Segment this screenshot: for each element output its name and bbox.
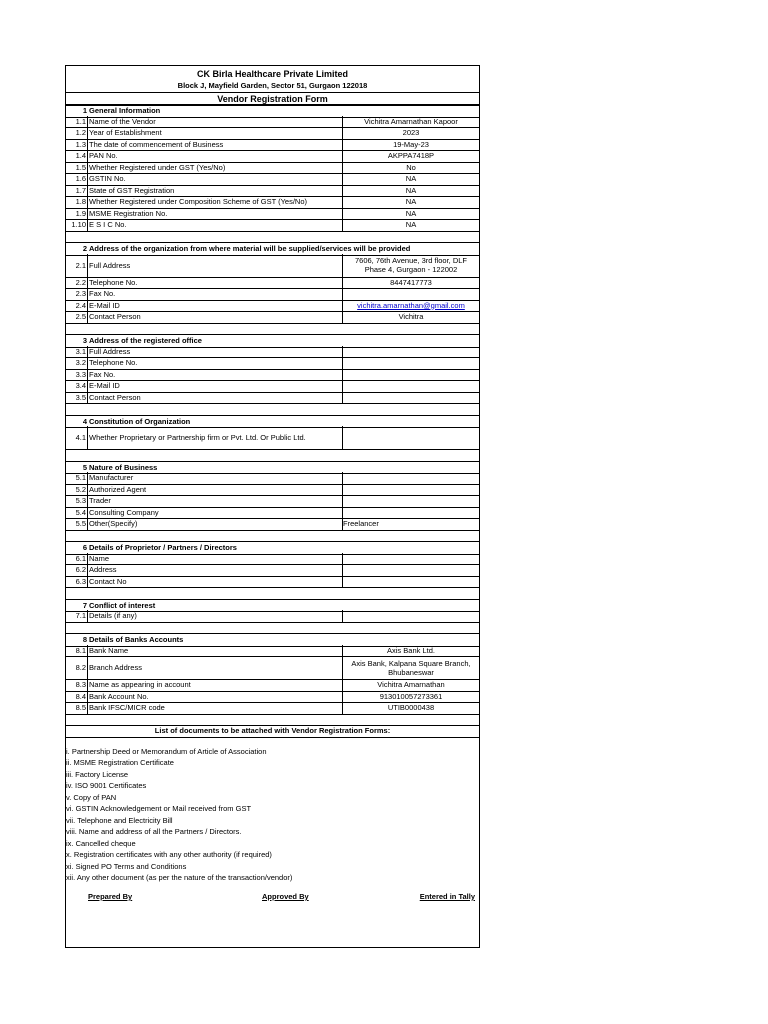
field-number: 1.9: [66, 208, 88, 220]
field-value[interactable]: [343, 702, 479, 714]
document-item: iv. ISO 9001 Certificates: [66, 781, 147, 790]
section-number: 1: [82, 106, 87, 115]
field-value-text: NA: [405, 174, 417, 184]
vendor-registration-sheet: [65, 65, 480, 948]
field-number: 1.3: [66, 139, 88, 151]
field-value[interactable]: [343, 392, 479, 404]
field-value[interactable]: [343, 357, 479, 369]
field-number: 1.8: [66, 196, 88, 208]
field-row-6.3: [66, 576, 479, 589]
field-value-text: Vichitra Amarnathan: [377, 680, 445, 690]
field-number: 1.7: [66, 185, 88, 197]
field-label: Year of Establishment: [88, 127, 343, 139]
field-value[interactable]: [343, 472, 479, 484]
field-row-5.5: [66, 518, 479, 531]
field-label: Branch Address: [88, 656, 343, 679]
field-row-8.2: [66, 656, 479, 680]
field-label: Address: [88, 564, 343, 576]
section-number: 5: [82, 462, 87, 472]
field-value-text: 19-May-23: [393, 139, 429, 149]
field-label: Contact No: [88, 576, 343, 588]
field-label: Contact Person: [88, 311, 343, 323]
field-label: State of GST Registration: [88, 185, 343, 197]
section-number: 4: [82, 416, 87, 426]
document-item: vi. GSTIN Acknowledgement or Mail received from GST: [66, 804, 252, 813]
field-label: Contact Person: [88, 392, 343, 404]
field-value[interactable]: [343, 311, 479, 323]
section-title: Address of the registered office: [89, 336, 202, 345]
field-number: 5.3: [66, 495, 88, 507]
entered-in-tally-label: Entered in Tally: [419, 892, 475, 901]
field-value[interactable]: [343, 196, 479, 208]
company-name: CK Birla Healthcare Private Limited: [196, 69, 349, 79]
field-value[interactable]: [343, 208, 479, 220]
field-label: Bank IFSC/MICR code: [88, 702, 343, 714]
field-label: Bank Account No.: [88, 691, 343, 703]
document-item: i. Partnership Deed or Memorandum of Article of Association: [66, 746, 267, 756]
company-address: Block J, Mayfield Garden, Sector 51, Gurgaon 122018: [177, 81, 368, 90]
field-number: 7.1: [66, 610, 88, 622]
document-item: xii. Any other document (as per the nature of the transaction/vendor): [66, 873, 293, 882]
section-number: 2: [82, 244, 87, 253]
field-label: Whether Registered under Composition Scheme of GST (Yes/No): [88, 196, 343, 208]
documents-heading-rule: [66, 737, 479, 738]
document-item: ix. Cancelled cheque: [66, 838, 136, 848]
field-label: Full Address: [88, 346, 343, 358]
section-number: 6: [82, 543, 87, 552]
document-item: viii. Name and address of all the Partners / Directors.: [66, 827, 242, 836]
field-value-text: Vichitra Amarnathan Kapoor: [364, 116, 458, 126]
approved-by-label: Approved By: [262, 892, 309, 901]
section-title: Conflict of interest: [89, 600, 156, 610]
field-label: The date of commencement of Business: [88, 139, 343, 151]
field-value[interactable]: [343, 369, 479, 381]
field-value[interactable]: [343, 346, 479, 358]
field-label: Name: [88, 553, 343, 565]
field-value-text: NA: [405, 185, 417, 195]
field-number: 2.2: [66, 277, 88, 289]
document-item: vii. Telephone and Electricity Bill: [66, 815, 173, 825]
field-label: MSME Registration No.: [88, 208, 343, 220]
field-value-text: 2023: [402, 128, 420, 138]
field-label: E S I C No.: [88, 219, 343, 231]
section-title: Nature of Business: [89, 462, 158, 472]
field-number: 6.2: [66, 564, 88, 576]
section-number: 3: [82, 336, 87, 345]
field-number: 5.2: [66, 484, 88, 496]
field-number: 3.1: [66, 346, 88, 358]
field-label: PAN No.: [88, 150, 343, 162]
field-number: 3.3: [66, 369, 88, 381]
field-value[interactable]: [343, 277, 479, 289]
field-number: 2.4: [66, 300, 88, 312]
field-value-text: NA: [405, 208, 417, 218]
company-name-row: [66, 68, 479, 80]
field-value-text: Freelancer: [343, 519, 379, 529]
field-number: 3.4: [66, 380, 88, 392]
field-number: 8.3: [66, 679, 88, 691]
field-value[interactable]: [343, 610, 479, 622]
field-number: 6.3: [66, 576, 88, 588]
field-number: 1.2: [66, 127, 88, 139]
field-number: 6.1: [66, 553, 88, 565]
field-value-text: Axis Bank, Kalpana Square Branch, Bhubaneswar: [351, 658, 471, 677]
field-row-8.5: [66, 702, 479, 715]
field-number: 8.2: [66, 656, 88, 679]
field-value[interactable]: [343, 518, 479, 530]
field-value[interactable]: [343, 150, 479, 162]
section-title: Details of Proprietor / Partners / Directors: [89, 543, 237, 552]
field-value[interactable]: [343, 219, 479, 231]
field-value[interactable]: [343, 127, 479, 139]
field-value-text: AKPPA7418P: [387, 151, 435, 161]
field-number: 8.4: [66, 691, 88, 703]
field-label: Whether Proprietary or Partnership firm or Pvt. Ltd. Or Public Ltd.: [88, 426, 343, 449]
field-number: 1.6: [66, 173, 88, 185]
documents-heading: List of documents to be attached with Vendor Registration Forms:: [154, 726, 391, 735]
form-title: Vendor Registration Form: [217, 94, 328, 104]
field-value-text: Vichitra: [398, 312, 424, 322]
field-value[interactable]: [343, 564, 479, 576]
field-number: 1.5: [66, 162, 88, 174]
field-value-text: No: [406, 162, 416, 172]
field-number: 8.5: [66, 702, 88, 714]
field-label: Whether Registered under GST (Yes/No): [88, 162, 343, 174]
field-number: 1.10: [66, 219, 88, 231]
field-row-4.1: [66, 426, 479, 450]
field-value[interactable]: [343, 553, 479, 565]
field-label: Telephone No.: [88, 357, 343, 369]
field-value-text: NA: [405, 197, 417, 207]
section-title: Details of Banks Accounts: [89, 635, 184, 644]
field-number: 4.1: [66, 426, 88, 449]
field-number: 5.1: [66, 472, 88, 484]
document-item: v. Copy of PAN: [66, 792, 117, 802]
field-value-text: Axis Bank Ltd.: [387, 645, 435, 655]
email-link[interactable]: vichitra.amarnathan@gmail.com: [357, 300, 465, 310]
document-item: iii. Factory License: [66, 769, 129, 779]
field-number: 2.1: [66, 254, 88, 277]
section-number: 8: [82, 635, 87, 644]
field-number: 5.4: [66, 507, 88, 519]
field-value[interactable]: [343, 507, 479, 519]
field-label: Full Address: [88, 254, 343, 277]
field-value[interactable]: [343, 288, 479, 300]
field-value[interactable]: [343, 116, 479, 128]
field-number: 2.5: [66, 311, 88, 323]
field-label: Name as appearing in account: [88, 679, 343, 691]
field-value[interactable]: [343, 645, 479, 657]
company-address-row: [66, 80, 479, 91]
field-label: E-Mail ID: [88, 380, 343, 392]
field-label: Bank Name: [88, 645, 343, 657]
section-number: 7: [82, 600, 87, 610]
field-label: Name of the Vendor: [88, 116, 343, 128]
field-value[interactable]: [343, 173, 479, 185]
field-row-2.1: [66, 254, 479, 278]
field-value[interactable]: [343, 139, 479, 151]
section-title: General Information: [89, 106, 161, 115]
field-number: 5.5: [66, 518, 88, 530]
field-row-3.5: [66, 392, 479, 405]
field-value-text: 8447417773: [390, 277, 432, 287]
field-number: 1.1: [66, 116, 88, 128]
field-value[interactable]: [343, 254, 479, 277]
field-label: Consulting Company: [88, 507, 343, 519]
document-item: ii. MSME Registration Certificate: [66, 758, 174, 767]
field-value[interactable]: [343, 484, 479, 496]
field-label: Trader: [88, 495, 343, 507]
field-label: Fax No.: [88, 369, 343, 381]
field-label: GSTIN No.: [88, 173, 343, 185]
field-value[interactable]: [343, 576, 479, 588]
documents-top-rule: [66, 725, 479, 726]
field-value[interactable]: [343, 380, 479, 392]
field-value-text: 7606, 76th Avenue, 3rd floor, DLF Phase 4, Gurgaon - 122002: [354, 256, 468, 274]
field-number: 2.3: [66, 288, 88, 300]
field-row-7.1: [66, 610, 479, 623]
document-item: xi. Signed PO Terms and Conditions: [66, 861, 187, 871]
field-number: 8.1: [66, 645, 88, 657]
field-value[interactable]: [343, 426, 479, 449]
field-value[interactable]: [343, 656, 479, 679]
field-label: Telephone No.: [88, 277, 343, 289]
field-number: 1.4: [66, 150, 88, 162]
field-row-1.10: [66, 219, 479, 232]
field-number: 3.2: [66, 357, 88, 369]
field-row-2.5: [66, 311, 479, 324]
field-label: Details (if any): [88, 610, 343, 622]
section-title: Address of the organization from where material will be supplied/services will be provided: [89, 244, 411, 253]
field-value[interactable]: [343, 300, 479, 312]
field-number: 3.5: [66, 392, 88, 404]
field-value-text: 913010057273361: [379, 691, 443, 701]
field-label: Manufacturer: [88, 472, 343, 484]
field-value[interactable]: [343, 162, 479, 174]
document-item: x. Registration certificates with any other authority (if required): [66, 850, 272, 859]
section-title: Constitution of Organization: [89, 416, 191, 426]
field-label: Fax No.: [88, 288, 343, 300]
field-label: E-Mail ID: [88, 300, 343, 312]
field-value-text: UTIB0000438: [387, 703, 435, 713]
field-value[interactable]: [343, 691, 479, 703]
field-label: Other(Specify): [88, 518, 343, 530]
field-label: Authorized Agent: [88, 484, 343, 496]
field-value[interactable]: [343, 185, 479, 197]
prepared-by-label: Prepared By: [88, 892, 133, 901]
field-value[interactable]: [343, 679, 479, 691]
field-value[interactable]: [343, 495, 479, 507]
field-value-text: NA: [405, 220, 417, 230]
